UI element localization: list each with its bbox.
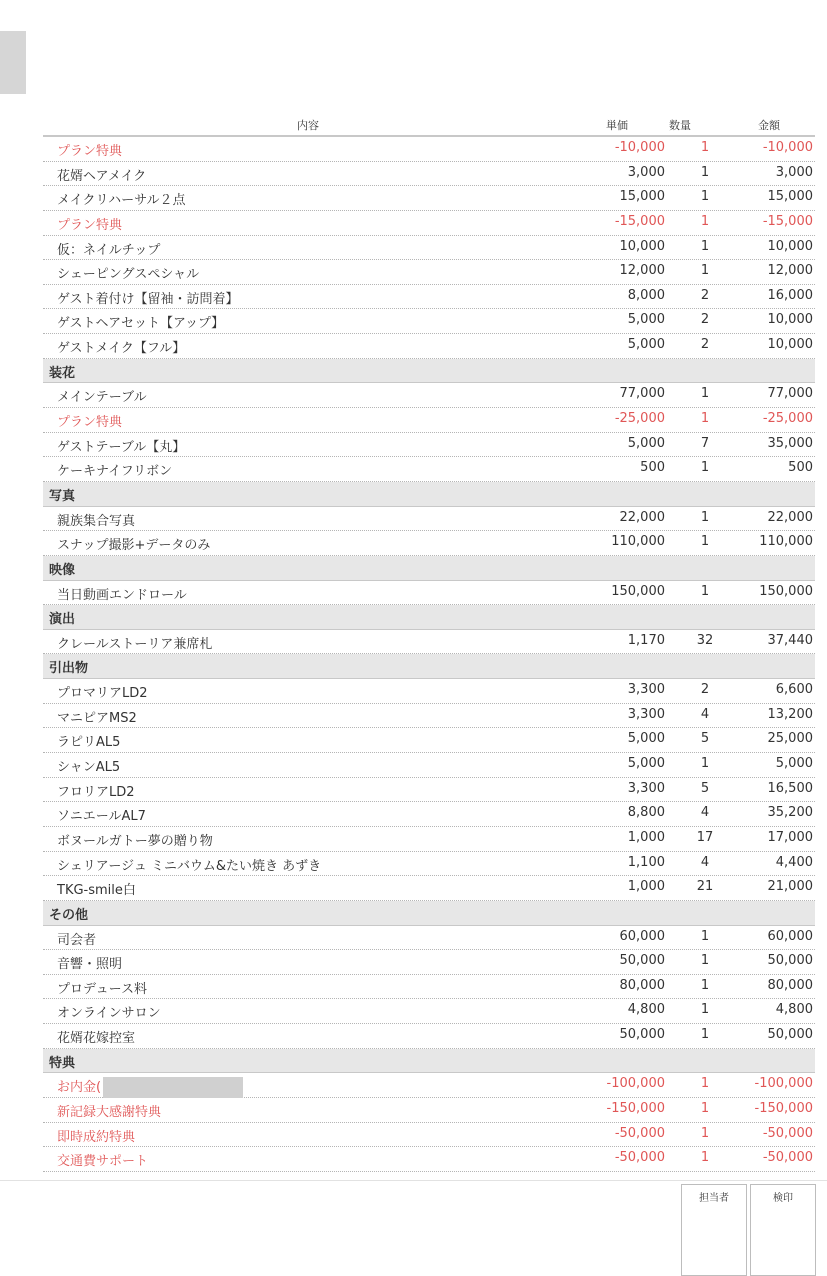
item-name: 音響・照明 [57, 957, 123, 973]
quantity: 4 [700, 805, 710, 821]
item-name: プラン特典 [57, 217, 123, 233]
quantity: 32 [696, 632, 714, 648]
table-row [43, 457, 815, 482]
amount: 37,440 [767, 632, 813, 648]
section-title: 写真 [49, 488, 76, 504]
item-name: 交通費サポート [57, 1154, 149, 1170]
unit-price: 3,000 [627, 164, 665, 180]
table-row [43, 285, 815, 310]
unit-price: 50,000 [619, 953, 665, 969]
unit-price: 3,300 [627, 706, 665, 722]
amount: -150,000 [754, 1100, 813, 1116]
unit-price: -10,000 [614, 140, 665, 155]
quantity: 1 [700, 1002, 710, 1018]
unit-price: 3,300 [627, 682, 665, 698]
unit-price: 4,800 [627, 1002, 665, 1018]
item-name: ラピリAL5 [57, 735, 121, 751]
quantity: 1 [700, 953, 710, 969]
quantity: 1 [700, 460, 710, 476]
section-header [43, 556, 815, 581]
unit-price: 12,000 [619, 263, 665, 279]
table-row [43, 211, 815, 236]
unit-price: -25,000 [614, 411, 665, 427]
quantity: 1 [700, 583, 710, 599]
item-name: ゲストテーブル【丸】 [57, 439, 186, 455]
amount: 35,200 [767, 805, 813, 821]
quantity: 5 [700, 780, 710, 796]
section-title: 引出物 [49, 661, 89, 677]
amount: -15,000 [762, 213, 813, 229]
quantity: 1 [700, 164, 710, 180]
table-row [43, 309, 815, 334]
quantity: 1 [700, 509, 710, 525]
quantity: 7 [700, 435, 710, 451]
amount: 50,000 [767, 953, 813, 969]
amount: 16,000 [767, 287, 813, 303]
table-row [43, 334, 815, 359]
amount: 22,000 [767, 509, 813, 525]
quantity: 1 [700, 189, 710, 205]
table-row [43, 1098, 815, 1123]
quantity: 17 [696, 829, 714, 845]
quantity: 1 [700, 534, 710, 550]
section-title: 装花 [49, 365, 76, 381]
amount: 77,000 [767, 386, 813, 402]
unit-price: 500 [640, 460, 665, 476]
item-name: マニピアMS2 [57, 710, 137, 726]
amount: 21,000 [767, 879, 813, 895]
header-price: 単価 [606, 119, 628, 132]
unit-price: 1,170 [627, 632, 665, 648]
item-name: ゲストメイク【フル】 [57, 341, 186, 357]
amount: 10,000 [767, 337, 813, 353]
quantity: 1 [700, 756, 710, 772]
item-name: ゲストヘアセット【アップ】 [57, 316, 225, 332]
item-name: プロデュース料 [57, 981, 147, 997]
item-name: クレールストーリア兼席札 [57, 636, 213, 652]
unit-price: -15,000 [614, 213, 665, 229]
unit-price: 8,800 [627, 805, 665, 821]
item-name: スナップ撮影+データのみ [57, 538, 211, 554]
section-header [43, 901, 815, 926]
table-row [43, 802, 815, 827]
staff-stamp-label: 担当者 [699, 1193, 729, 1204]
table-row [43, 1024, 815, 1049]
unit-price: 5,000 [627, 337, 665, 353]
amount: 10,000 [767, 238, 813, 254]
unit-price: 22,000 [619, 509, 665, 525]
table-row [43, 433, 815, 458]
amount: 35,000 [767, 435, 813, 451]
amount: 3,000 [775, 164, 813, 180]
unit-price: 5,000 [627, 731, 665, 747]
amount: -10,000 [762, 140, 813, 155]
amount: 6,600 [775, 682, 813, 698]
unit-price: 3,300 [627, 780, 665, 796]
unit-price: -50,000 [614, 1125, 665, 1141]
quantity: 1 [700, 411, 710, 427]
amount: 15,000 [767, 189, 813, 205]
table-row [43, 1123, 815, 1148]
quantity: 2 [700, 682, 710, 698]
item-name: メインテーブル [57, 390, 147, 406]
table-row [43, 975, 815, 1000]
item-name-text: お内金( [57, 1080, 102, 1096]
section-header [43, 654, 815, 679]
item-name [57, 1076, 243, 1098]
table-row [43, 827, 815, 852]
amount: 13,200 [767, 706, 813, 722]
section-title: その他 [49, 907, 89, 923]
quantity: 4 [700, 854, 710, 870]
item-name: ボヌールガトー夢の贈り物 [57, 833, 213, 849]
table-row [43, 137, 815, 162]
unit-price: 1,100 [627, 854, 665, 870]
item-name: オンラインサロン [57, 1006, 161, 1022]
amount: 10,000 [767, 312, 813, 328]
quantity: 21 [696, 879, 714, 895]
table-row [43, 999, 815, 1024]
item-name: ゲスト着付け【留袖・訪問着】 [57, 291, 239, 307]
quantity: 1 [700, 140, 710, 155]
header-qty: 数量 [669, 119, 691, 132]
quantity: 1 [700, 263, 710, 279]
table-row [43, 728, 815, 753]
amount: 60,000 [767, 928, 813, 944]
amount: -50,000 [762, 1150, 813, 1166]
unit-price: 1,000 [627, 879, 665, 895]
quantity: 1 [700, 1076, 710, 1092]
quantity: 1 [700, 928, 710, 944]
amount: 500 [788, 460, 813, 476]
table-row [43, 1073, 815, 1098]
quantity: 2 [700, 287, 710, 303]
table-row [43, 1147, 815, 1172]
header-item: 内容 [297, 119, 319, 132]
amount: 17,000 [767, 829, 813, 845]
table-header [43, 112, 815, 137]
quantity: 1 [700, 1100, 710, 1116]
amount: 5,000 [775, 756, 813, 772]
unit-price: 10,000 [619, 238, 665, 254]
table-row [43, 778, 815, 803]
item-name: 花婿花嫁控室 [57, 1031, 136, 1047]
item-name: 花婿ヘアメイク [57, 168, 147, 184]
unit-price: 5,000 [627, 435, 665, 451]
table-row [43, 630, 815, 655]
section-title: 映像 [49, 562, 76, 578]
unit-price: -150,000 [606, 1100, 665, 1116]
item-name: ソニエールAL7 [57, 809, 146, 825]
quantity: 1 [700, 213, 710, 229]
table-row [43, 260, 815, 285]
item-name: プラン特典 [57, 144, 123, 159]
item-name: プラン特典 [57, 415, 123, 431]
table-row [43, 186, 815, 211]
unit-price: 5,000 [627, 756, 665, 772]
item-name: 仮：ネイルチップ [57, 242, 161, 258]
unit-price: 110,000 [611, 534, 665, 550]
unit-price: 50,000 [619, 1027, 665, 1043]
unit-price: -50,000 [614, 1150, 665, 1166]
item-name: 司会者 [57, 932, 97, 948]
table-row [43, 704, 815, 729]
item-name: メイクリハーサル２点 [57, 193, 186, 209]
table-row [43, 679, 815, 704]
quantity: 5 [700, 731, 710, 747]
amount: 150,000 [759, 583, 813, 599]
table-row [43, 383, 815, 408]
table-row [43, 852, 815, 877]
table-row [43, 236, 815, 261]
amount: -25,000 [762, 411, 813, 427]
item-name: プロマリアLD2 [57, 686, 148, 702]
item-name: ケーキナイフリボン [57, 464, 173, 480]
item-name: シェーピングスペシャル [57, 267, 200, 283]
item-name: 即時成約特典 [57, 1129, 136, 1145]
quantity: 1 [700, 1125, 710, 1141]
table-row [43, 581, 815, 606]
unit-price: 77,000 [619, 386, 665, 402]
amount: 25,000 [767, 731, 813, 747]
quantity: 1 [700, 238, 710, 254]
section-title: 演出 [49, 612, 76, 628]
amount: -100,000 [754, 1076, 813, 1092]
item-name: TKG-smile白 [57, 883, 136, 899]
table-row [43, 926, 815, 951]
unit-price: 80,000 [619, 977, 665, 993]
staff-stamp-box [681, 1184, 747, 1276]
section-title: 特典 [49, 1055, 76, 1071]
table-body [43, 137, 815, 1172]
quantity: 4 [700, 706, 710, 722]
amount: 4,800 [775, 1002, 813, 1018]
header-amount: 金額 [758, 119, 780, 132]
footer-divider [0, 1180, 827, 1181]
section-header [43, 359, 815, 384]
amount: 110,000 [759, 534, 813, 550]
section-header [43, 605, 815, 630]
quantity: 2 [700, 337, 710, 353]
scroll-tab-marker [0, 31, 26, 94]
item-name: シェリアージュ ミニバウム&たい焼き あずき [57, 858, 322, 874]
table-row [43, 162, 815, 187]
amount: 16,500 [767, 780, 813, 796]
amount: 4,400 [775, 854, 813, 870]
unit-price: -100,000 [606, 1076, 665, 1092]
amount: 50,000 [767, 1027, 813, 1043]
unit-price: 150,000 [611, 583, 665, 599]
amount: 12,000 [767, 263, 813, 279]
item-name: 新記録大感謝特典 [57, 1104, 162, 1120]
unit-price: 60,000 [619, 928, 665, 944]
item-name: 親族集合写真 [57, 513, 136, 529]
item-name: シャンAL5 [57, 760, 121, 776]
amount: 80,000 [767, 977, 813, 993]
quantity: 1 [700, 1027, 710, 1043]
section-header [43, 482, 815, 507]
table-row [43, 876, 815, 901]
table-row [43, 531, 815, 556]
table-row [43, 408, 815, 433]
amount: -50,000 [762, 1125, 813, 1141]
quantity: 1 [700, 977, 710, 993]
table-row [43, 950, 815, 975]
quantity: 2 [700, 312, 710, 328]
table-row [43, 753, 815, 778]
check-stamp-label: 検印 [773, 1193, 793, 1204]
section-header [43, 1049, 815, 1074]
unit-price: 1,000 [627, 829, 665, 845]
quantity: 1 [700, 386, 710, 402]
unit-price: 15,000 [619, 189, 665, 205]
item-name: 当日動画エンドロール [57, 587, 187, 603]
check-stamp-box [750, 1184, 816, 1276]
redaction-block [103, 1077, 243, 1098]
unit-price: 8,000 [627, 287, 665, 303]
item-name: フロリアLD2 [57, 784, 135, 800]
table-row [43, 507, 815, 532]
estimate-table [43, 112, 815, 1172]
unit-price: 5,000 [627, 312, 665, 328]
quantity: 1 [700, 1150, 710, 1166]
